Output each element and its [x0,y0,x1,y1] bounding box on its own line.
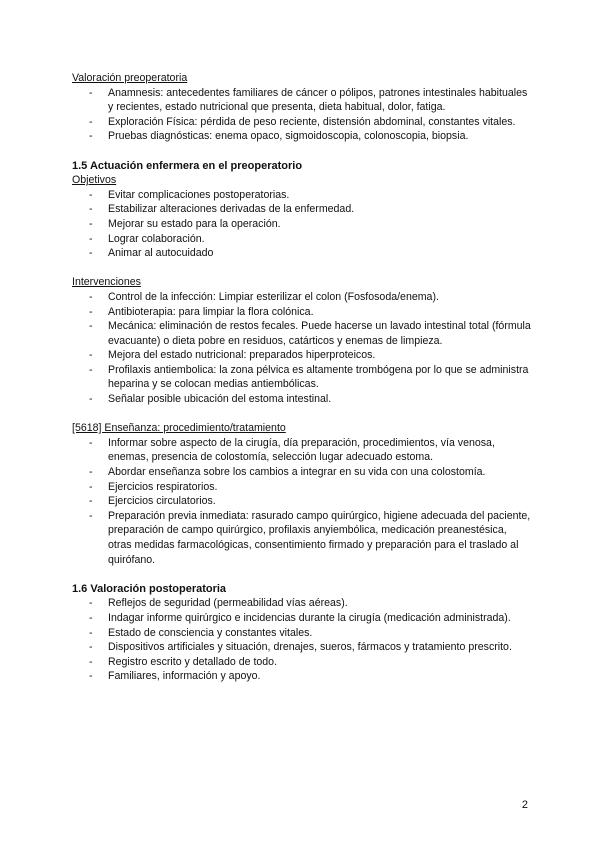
spacer [72,407,532,422]
spacer [72,144,532,159]
list-item-text: Pruebas diagnósticas: enema opaco, sigmoidoscopia, colonoscopia, biopsia. [108,130,469,143]
spacer [72,261,532,276]
list-marker: - [89,626,93,639]
subheading-valoracion-preoperatoria: Valoración preoperatoria [72,72,188,84]
list-marker: - [89,305,93,318]
list-item [72,669,532,684]
list-marker: - [89,130,93,143]
list-marker: - [89,115,93,128]
list-item [72,232,532,247]
page-number: 2 [521,799,528,811]
list-item-text: Indagar informe quirúrgico e incidencias durante la cirugía (medicación administrada). [108,611,511,624]
list-item-text: Ejercicios respiratorios. [108,480,218,493]
heading-actuacion-enfermera: 1.5 Actuación enfermera en el preoperatorio [72,159,303,172]
list-marker: - [89,466,93,479]
list-item-text: Mecánica: eliminación de restos fecales. Puede hacerse un lavado intestinal total (fórmula evacuante) o dieta pobre en residuos, catárticos y enemas de limpieza. [108,320,531,347]
list-item-text: Lograr colaboración. [108,232,205,245]
list-marker: - [89,363,93,376]
list-marker: - [89,217,93,230]
list-item-text: Ejercicios circulatorios. [108,495,216,508]
list-item [72,305,532,320]
list-item [72,436,532,465]
list-item [72,509,532,567]
list-item-text: Control de la infección: Limpiar esterilizar el colon (Fosfosoda/enema). [108,290,439,303]
list-item-text: Registro escrito y detallado de todo. [108,655,278,668]
list-marker: - [89,188,93,201]
list-objetivos [72,188,532,261]
list-marker: - [89,349,93,362]
list-item [72,246,532,261]
list-item-text: Estado de consciencia y constantes vitales. [108,626,313,639]
list-item [72,202,532,217]
list-item [72,465,532,480]
list-valoracion-preoperatoria [72,86,532,144]
list-marker: - [89,247,93,260]
list-marker: - [89,509,93,522]
list-item-text: Reflejos de seguridad (permeabilidad vías aéreas). [108,597,348,610]
list-marker: - [89,436,93,449]
list-item [72,494,532,509]
list-marker: - [89,86,93,99]
list-item [72,640,532,655]
list-item-text: Preparación previa inmediata: rasurado campo quirúrgico, higiene adecuada del paciente, preparación de campo quirúrgico, profilaxis anyiembólica, medicación preanestésica, otras medidas farmacológicas, consentimiento firmado y preparación para el traslado al quirófano. [108,509,531,566]
list-marker: - [89,393,93,406]
list-item-text: Profilaxis antiembolica: la zona pélvica es altamente trombógena por lo que se administra heparina y se colocan medias antiembólicas. [108,363,529,391]
list-marker: - [89,611,93,624]
list-item-text: Antibioterapia: para limpiar la flora colónica. [108,305,314,318]
list-item-text: Familiares, información y apoyo. [108,670,261,683]
list-item-text: Exploración Física: pérdida de peso reciente, distensión abdominal, constantes vitales. [108,115,516,128]
list-item [72,217,532,232]
list-item-text: Mejora del estado nutricional: preparados hiperproteicos. [108,349,376,362]
list-item [72,655,532,670]
list-item [72,115,532,130]
subheading-objetivos: Objetivos [72,174,117,187]
heading-valoracion-postoperatoria: 1.6 Valoración postoperatoria [72,582,227,595]
spacer [72,567,532,582]
list-item [72,348,532,363]
list-item-text: Señalar posible ubicación del estoma intestinal. [108,393,332,406]
list-item [72,86,532,115]
list-item [72,363,532,392]
list-item-text: Animar al autocuidado [108,247,214,260]
list-item [72,319,532,348]
list-marker: - [89,480,93,493]
list-valoracion-postoperatoria [72,596,532,684]
list-item [72,290,532,305]
list-item-text: Mejorar su estado para la operación. [108,217,281,230]
list-item-text: Estabilizar alteraciones derivadas de la enfermedad. [108,203,355,216]
list-item-text: Informar sobre aspecto de la cirugía, día preparación, procedimientos, vía venosa, enemas, presencia de colostomía, selección lugar adecuado estoma. [108,436,495,464]
list-marker: - [89,203,93,216]
list-item [72,626,532,641]
list-marker: - [89,290,93,303]
subheading-ensenanza: [5618] Enseñanza: procedimiento/tratamiento [72,422,286,435]
list-item [72,392,532,407]
list-item [72,611,532,626]
list-intervenciones [72,290,532,407]
list-item [72,480,532,495]
list-marker: - [89,495,93,508]
list-item-text: Dispositivos artificiales y situación, drenajes, sueros, fármacos y tratamiento prescrito. [108,641,512,654]
list-item-text: Anamnesis: antecedentes familiares de cáncer o pólipos, patrones intestinales habituales y recientes, estado nutricional que presenta, dieta habitual, dolor, fatiga. [108,86,528,114]
list-item-text: Abordar enseñanza sobre los cambios a integrar en su vida con una colostomía. [108,466,486,479]
list-item-text: Evitar complicaciones postoperatorias. [108,188,290,201]
list-marker: - [89,670,93,683]
document-page [72,71,532,684]
list-item [72,129,532,144]
subheading-intervenciones: Intervenciones [72,276,141,289]
list-ensenanza [72,436,532,567]
list-marker: - [89,641,93,654]
list-item [72,596,532,611]
list-marker: - [89,320,93,333]
list-marker: - [89,232,93,245]
list-marker: - [89,655,93,668]
list-marker: - [89,597,93,610]
list-item [72,188,532,203]
